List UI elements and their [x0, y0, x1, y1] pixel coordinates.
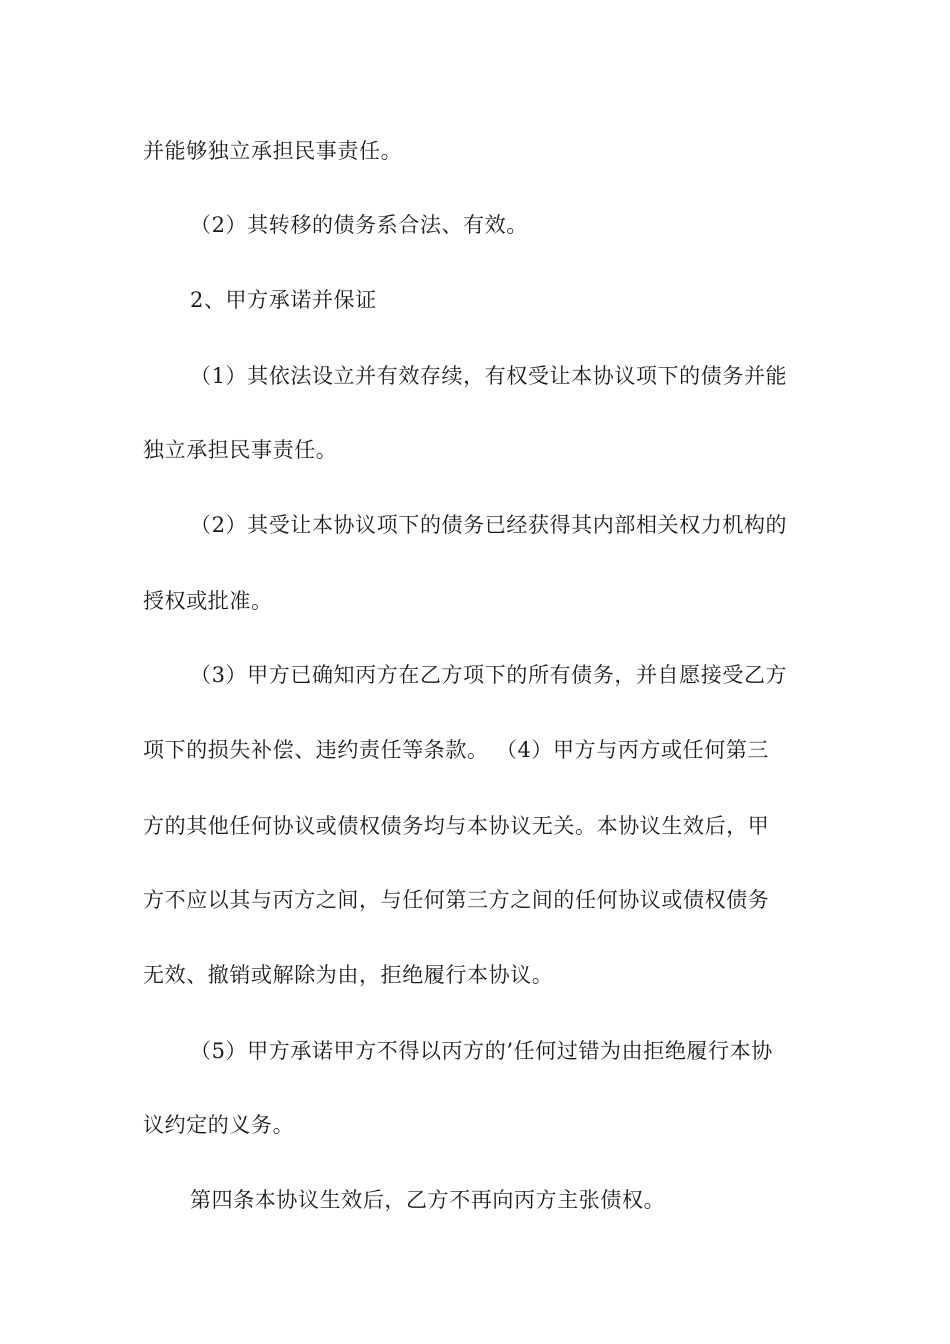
- paragraph-line: 议约定的义务。: [143, 1113, 295, 1137]
- paragraph-line: 项下的损失补偿、违约责任等条款。 （4）甲方与丙方或任何第三: [143, 738, 770, 762]
- paragraph-line: （5）甲方承诺甲方不得以丙方的’任何过错为由拒绝履行本协: [190, 1039, 773, 1063]
- paragraph-line: （2）其转移的债务系合法、有效。: [190, 213, 528, 237]
- paragraph-line: （1）其依法设立并有效存续，有权受让本协议项下的债务并能: [190, 364, 788, 388]
- paragraph-line: 无效、撤销或解除为由，拒绝履行本协议。: [143, 963, 554, 987]
- paragraph-line: 授权或批准。: [143, 589, 273, 613]
- paragraph-line: 独立承担民事责任。: [143, 438, 338, 462]
- article-paragraph: 第四条本协议生效后，乙方不再向丙方主张债权。: [190, 1188, 666, 1212]
- paragraph-line: 并能够独立承担民事责任。: [143, 139, 403, 163]
- paragraph-line: 方的其他任何协议或债权债务均与本协议无关。本协议生效后，甲: [143, 814, 770, 838]
- paragraph-line: （2）其受让本协议项下的债务已经获得其内部相关权力机构的: [190, 513, 788, 537]
- paragraph-line: （3）甲方已确知丙方在乙方项下的所有债务，并自愿接受乙方: [190, 663, 788, 687]
- paragraph-line: 方不应以其与丙方之间，与任何第三方之间的任何协议或债权债务: [143, 888, 770, 912]
- section-heading: 2、甲方承诺并保证: [190, 288, 377, 312]
